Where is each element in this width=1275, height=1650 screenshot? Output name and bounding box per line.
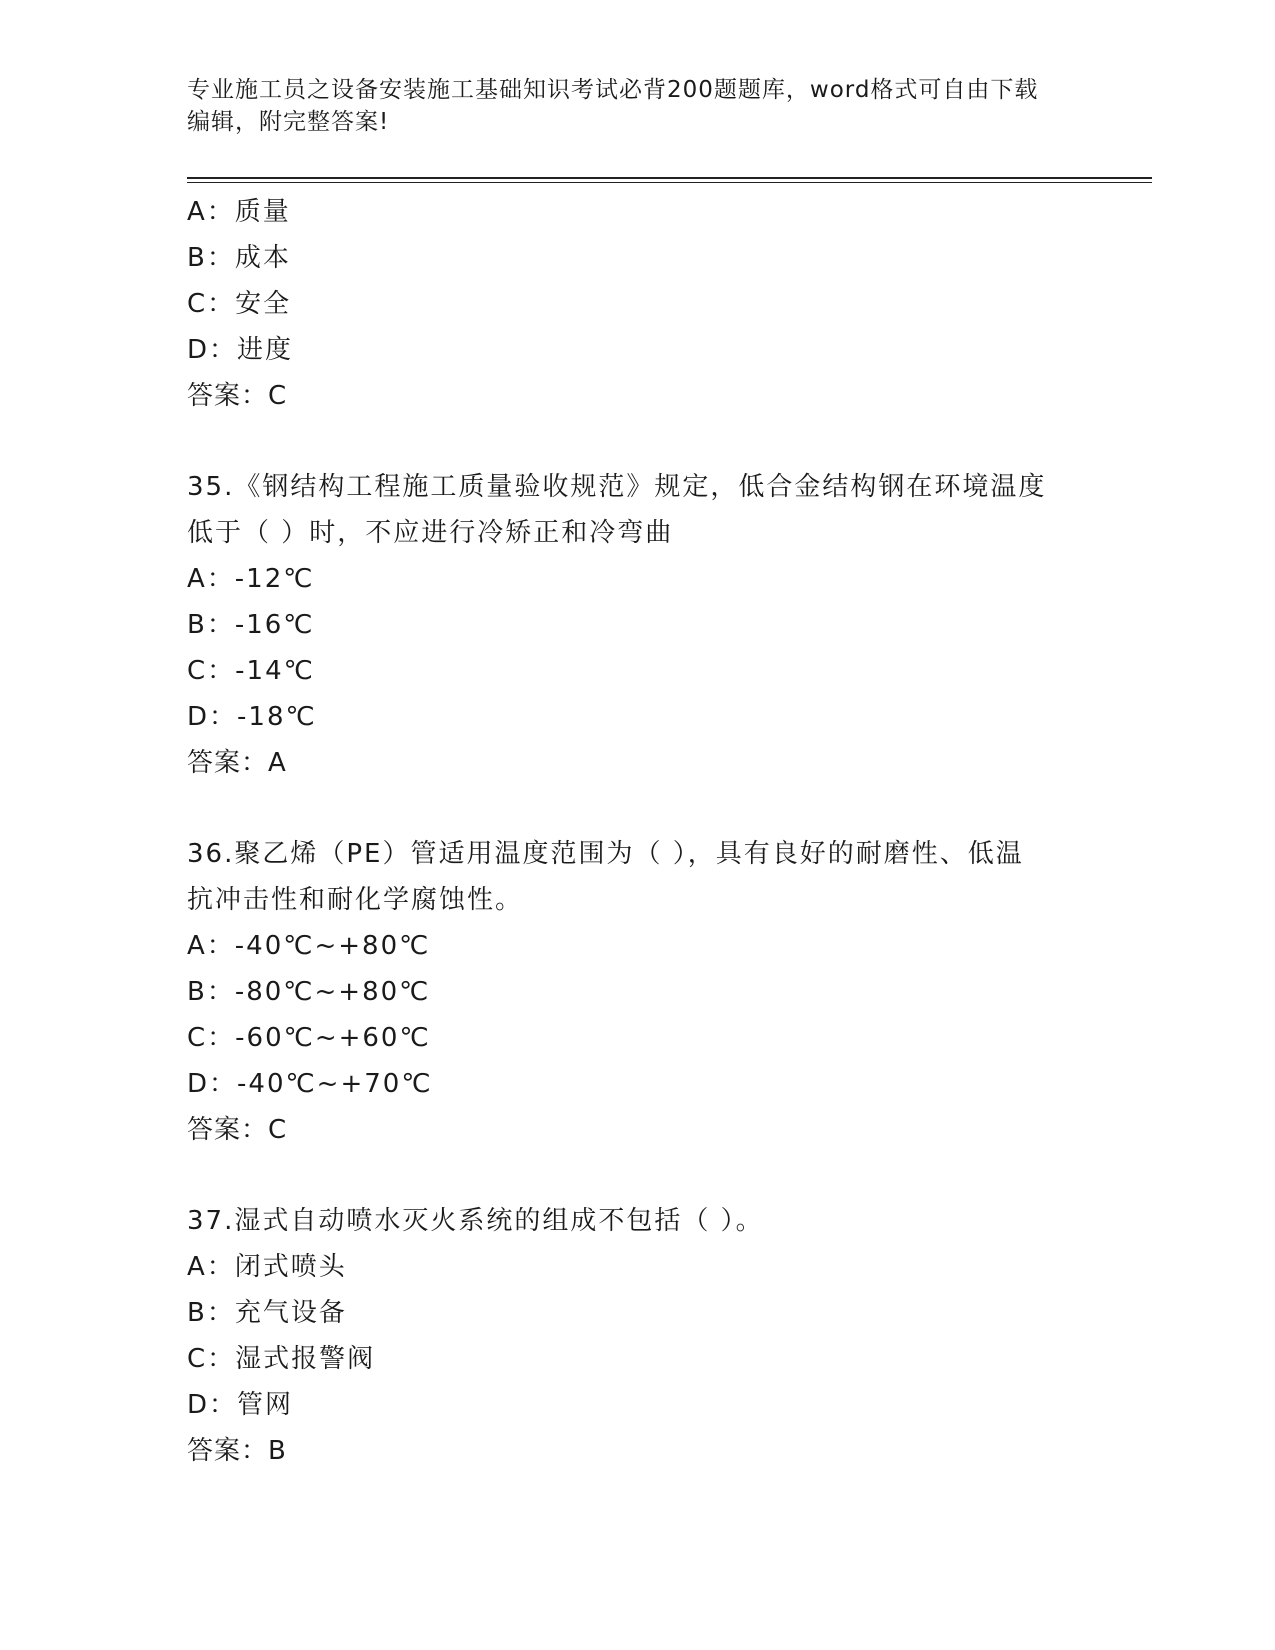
option-b: B：成本 [187,243,291,273]
question-37-block [187,1198,1127,1474]
question-34-block [187,189,1127,419]
answer-value: C [268,381,288,411]
option-c: C：湿式报警阀 [187,1344,376,1374]
option-b: B：-16℃ [187,610,315,640]
option-d: D：进度 [187,335,294,365]
option-a: A：-12℃ [187,564,315,594]
answer-label: 答案： [187,1115,269,1145]
option-b: B：-80℃~+80℃ [187,977,431,1007]
option-c: C：-60℃~+60℃ [187,1023,431,1053]
answer-line [187,1428,1127,1474]
answer-value: C [268,1115,288,1145]
answer-label: 答案： [187,1436,269,1466]
option-d: D：-18℃ [187,702,317,732]
answer-label: 答案： [187,381,269,411]
spacer [187,419,1127,464]
answer-label: 答案： [187,748,269,778]
question-35-block [187,464,1127,786]
question-text-line-2: 抗冲击性和耐化学腐蚀性。 [187,885,524,915]
spacer [187,1153,1127,1198]
question-text-line-1: 35.《钢结构工程施工质量验收规范》规定，低合金结构钢在环境温度 [187,472,1047,502]
spacer [187,786,1127,831]
answer-value: A [268,748,287,778]
question-text-line-1: 36.聚乙烯（PE）管适用温度范围为（ ），具有良好的耐磨性、低温 [187,839,1024,869]
document-header [187,74,1087,138]
option-b: B：充气设备 [187,1298,347,1328]
option-d: D：-40℃~+70℃ [187,1069,433,1099]
header-line-2: 编辑，附完整答案! [187,109,390,135]
header-rule-thick [187,177,1152,179]
answer-line [187,373,1127,419]
question-text-line-1: 37.湿式自动喷水灭火系统的组成不包括（ ）。 [187,1206,764,1236]
option-a: A：-40℃~+80℃ [187,931,431,961]
option-c: C：安全 [187,289,292,319]
question-list [187,189,1127,1474]
option-d: D：管网 [187,1390,294,1420]
answer-value: B [268,1436,287,1466]
option-a: A：闭式喷头 [187,1252,347,1282]
header-line-1: 专业施工员之设备安装施工基础知识考试必背200题题库，word格式可自由下载 [187,77,1039,103]
answer-line [187,740,1127,786]
question-text-line-2: 低于（ ）时，不应进行冷矫正和冷弯曲 [187,518,674,548]
option-a: A：质量 [187,197,291,227]
question-36-block [187,831,1127,1153]
header-rule-thin [187,182,1152,183]
option-c: C：-14℃ [187,656,315,686]
answer-line [187,1107,1127,1153]
